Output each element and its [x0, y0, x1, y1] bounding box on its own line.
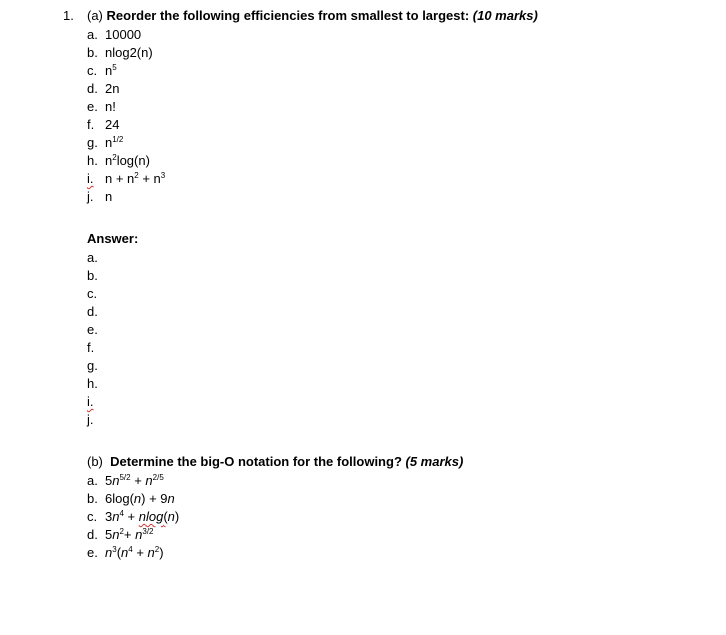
answer-line: g.	[87, 358, 98, 373]
answer-line: h.	[87, 376, 98, 391]
item-label: b.	[87, 491, 98, 506]
item-label: f.	[87, 117, 95, 132]
list-item	[87, 80, 165, 98]
list-item	[87, 544, 179, 562]
question-number: 1.	[63, 8, 74, 23]
item-tail: log(n)	[116, 153, 150, 168]
expr-part: (	[163, 509, 168, 524]
list-item	[87, 472, 179, 490]
item-label: c.	[87, 63, 98, 78]
expr-part: +	[123, 509, 139, 524]
expr-exponent: 4	[119, 509, 124, 518]
part-b-prefix: (b)	[87, 454, 103, 469]
item-label: e.	[87, 545, 98, 560]
efficiency-list	[87, 26, 165, 206]
expr-var: n	[105, 545, 113, 560]
list-item	[87, 134, 165, 152]
expr-var: n	[145, 473, 153, 488]
item-text: n + n	[105, 171, 135, 186]
list-item	[87, 526, 179, 544]
list-item	[87, 44, 165, 62]
list-item	[87, 116, 165, 134]
expr-var: n	[147, 545, 155, 560]
spellcheck-word	[139, 509, 168, 524]
item-label: d.	[87, 81, 98, 96]
item-label: a.	[87, 473, 98, 488]
expr-exponent: 3/2	[142, 527, 154, 536]
expr-exponent: 2	[154, 545, 160, 554]
expr-var: n	[167, 491, 175, 506]
expr-var: n	[112, 527, 120, 542]
expr-var: n	[121, 545, 129, 560]
item-base: n	[105, 153, 113, 168]
expr-var: nlog	[138, 509, 164, 524]
expr-exponent: 2	[119, 527, 124, 536]
item-exponent: 2	[134, 171, 139, 180]
item-exponent: 2	[112, 153, 117, 162]
list-item	[87, 26, 165, 44]
spellcheck-label: i.	[87, 171, 94, 186]
answer-line	[87, 393, 98, 411]
expr-var: n	[112, 509, 120, 524]
expr-part: (	[116, 545, 122, 560]
item-label: c.	[87, 509, 98, 524]
list-item	[87, 62, 165, 80]
answer-label: Answer:	[87, 231, 139, 246]
item-label: b.	[87, 45, 98, 60]
part-a-marks: (10 marks)	[472, 8, 538, 23]
expr-var: n	[135, 527, 143, 542]
spellcheck-label: i.	[87, 394, 94, 409]
item-exponent: 1/2	[112, 135, 124, 144]
expr-part: +	[123, 527, 136, 542]
item-text: 24	[105, 117, 120, 132]
part-a-heading-text: Reorder the following efficiencies from smallest to largest:	[106, 8, 470, 23]
answer-line: a.	[87, 250, 98, 265]
expr-part: 6log(	[105, 491, 134, 506]
expr-part: 5	[105, 527, 113, 542]
expr-exponent: 4	[128, 545, 133, 554]
item-label: j.	[87, 189, 94, 204]
item-text: nlog2(n)	[105, 45, 153, 60]
item-base: n	[105, 63, 113, 78]
part-a-heading	[87, 8, 538, 24]
expr-part: 3	[105, 509, 113, 524]
answer-line: d.	[87, 304, 98, 319]
item-text: 2n	[105, 81, 120, 96]
item-label: h.	[87, 153, 98, 168]
item-label	[87, 170, 105, 188]
list-item	[87, 152, 165, 170]
expr-part: +	[130, 473, 146, 488]
item-label: e.	[87, 99, 98, 114]
expr-part: )	[159, 545, 164, 560]
part-a-prefix: (a)	[87, 8, 103, 23]
expr-part: +	[132, 545, 148, 560]
part-b-heading-text: Determine the big-O notation for the following?	[110, 454, 402, 469]
item-exponent: 3	[160, 171, 166, 180]
item-text: n	[105, 189, 113, 204]
answer-list	[87, 249, 98, 429]
answer-line: c.	[87, 286, 98, 301]
expr-exponent: 2/5	[152, 473, 164, 482]
item-text: 10000	[105, 27, 142, 42]
expr-var: n	[167, 509, 175, 524]
expr-var: n	[112, 473, 120, 488]
item-exponent: 5	[112, 63, 117, 72]
item-text: + n	[138, 171, 161, 186]
big-o-list	[87, 472, 179, 562]
answer-line: f.	[87, 340, 95, 355]
item-label: a.	[87, 27, 98, 42]
list-item	[87, 170, 165, 188]
expr-part: 5	[105, 473, 113, 488]
expr-exponent: 3	[112, 545, 117, 554]
expr-exponent: 5/2	[119, 473, 131, 482]
expr-part: )	[174, 509, 180, 524]
list-item	[87, 490, 179, 508]
item-label: d.	[87, 527, 98, 542]
list-item	[87, 508, 179, 526]
item-text: n!	[105, 99, 116, 114]
item-label: g.	[87, 135, 98, 150]
answer-line: j.	[87, 412, 94, 427]
part-b-marks: (5 marks)	[405, 454, 464, 469]
expr-part: ) + 9	[141, 491, 168, 506]
answer-line: b.	[87, 268, 98, 283]
part-b-heading	[87, 454, 463, 470]
list-item	[87, 98, 165, 116]
answer-line: e.	[87, 322, 98, 337]
item-base: n	[105, 135, 113, 150]
expr-var: n	[133, 491, 142, 506]
list-item	[87, 188, 165, 206]
